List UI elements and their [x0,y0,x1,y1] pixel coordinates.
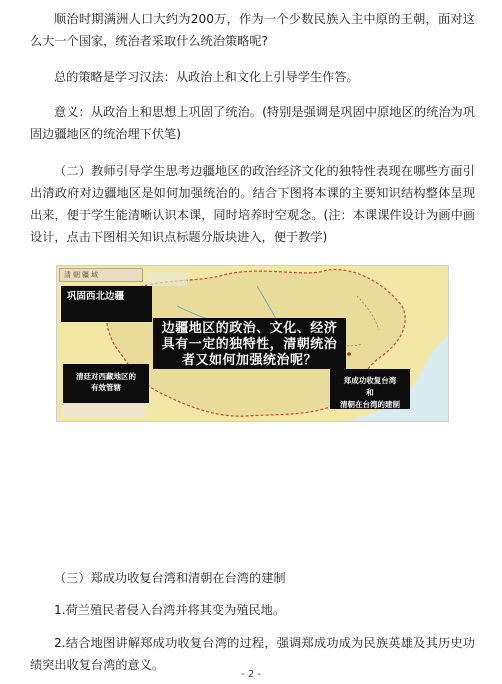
central-question-callout: 边疆地区的政治、文化、经济具有一定的独特性，清朝统治者又如何加强统治呢？ [153,318,346,369]
paragraph-population-question: 顺治时期满洲人口大约为200万，作为一个少数民族入主中原的王朝，面对这么大一个国家，统治者采取什么统治策略呢? [30,12,475,48]
northwest-frontier-button[interactable]: 巩固西北边疆 [61,286,152,322]
taiwan-recovery-button[interactable] [330,369,410,409]
paragraph-zheng-chenggong: 2.结合地图讲解郑成功收复台湾的过程，强调郑成功成为民族英雄及其历史功绩突出收复台湾的意义。 [30,636,475,672]
page-number: - 2 - [241,669,261,680]
paragraph-teacher-guide: （二）教师引导学生思考边疆地区的政治经济文化的独特性表现在哪些方面引出清政府对边疆地区是如何加强统治的。结合下图将本课的主要知识结构整体呈现出来，便于学生能清晰认识本课，同时培养时空观念。(注：本课课件设计为画中画设计，点击下图相关知识点标题分版块进入，便于教学) [30,164,475,244]
taiwan-recovery-label-line2: 和 [366,388,374,397]
paragraph-strategy: 总的策略是学习汉法：从政治上和文化上引导学生作答。 [54,70,359,84]
paragraph-significance: 意义：从政治上和思想上巩固了统治。(特别是强调是巩固中原地区的统治为巩固边疆地区的统治埋下伏笔) [30,105,475,141]
map-legend [61,404,145,418]
qing-territory-map-figure [56,265,449,422]
map-title: 清朝疆域 [59,268,143,282]
tibet-governance-label-line2: 有效管辖 [91,383,121,392]
paragraph-dutch-colonization: 1.荷兰殖民者侵入台湾并将其变为殖民地。 [54,603,286,617]
tibet-governance-label-line1: 清廷对西藏地区的 [76,372,136,381]
map-capital-marker [347,352,351,356]
taiwan-recovery-label-line3: 清朝在台湾的建制 [340,400,400,409]
taiwan-recovery-label-line1: 郑成功收复台湾 [343,376,397,385]
paragraph-section-three-heading: （三）郑成功收复台湾和清朝在台湾的建制 [54,571,286,585]
map-region-tint [147,272,187,286]
tibet-governance-button[interactable] [63,364,149,403]
